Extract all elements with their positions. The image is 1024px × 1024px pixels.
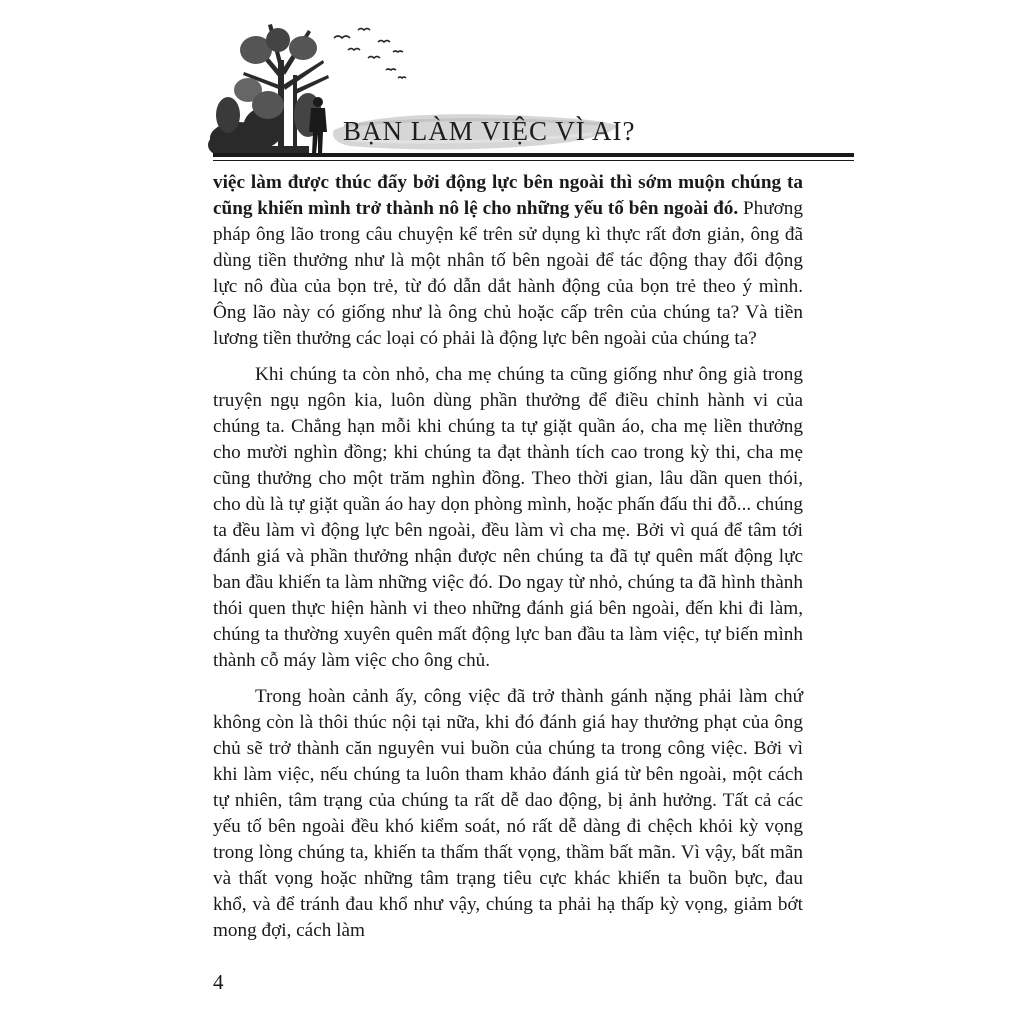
paragraph-1 — [213, 170, 803, 352]
paragraph-1-bold: việc làm được thúc đẩy bởi động lực bên ngoài thì sớm muộn chúng ta cũng khiến mình trở thành nô lệ cho những yếu tố bên ngoài đó. — [213, 172, 803, 219]
paragraph-2: Khi chúng ta còn nhỏ, cha mẹ chúng ta cũng giống như ông già trong truyện ngụ ngôn kia, luôn dùng phần thưởng để điều chỉnh hành vi của chúng ta. Chẳng hạn mỗi khi chúng ta tự giặt quần áo, cha mẹ liền thưởng cho mười nghìn đồng; khi chúng ta đạt thành tích cao trong kỳ thi, cha mẹ cũng thưởng cho một trăm nghìn đồng. Theo thời gian, lâu dần quen thói, cho dù là tự giặt quần áo hay dọn phòng mình, hoặc phấn đấu thi đỗ... chúng ta đều làm vì động lực bên ngoài, đều làm vì cha mẹ. Bởi vì quá để tâm tới đánh giá và phần thưởng nhận được nên chúng ta đã tự quên mất động lực ban đầu khiến ta làm những việc đó. Do ngay từ nhỏ, chúng ta đã hình thành thói quen thực hiện hành vi theo những đánh giá bên ngoài, đến khi đi làm, chúng ta thường xuyên quên mất động lực ban đầu ta làm việc, tự biến mình thành cỗ máy làm việc cho ông chủ. — [213, 364, 803, 671]
paragraph-3: Trong hoàn cảnh ấy, công việc đã trở thành gánh nặng phải làm chứ không còn là thôi thúc nội tại nữa, khi đó đánh giá hay thưởng phạt của ông chủ sẽ trở thành căn nguyên vui buồn của chúng ta trong công việc. Bởi vì khi làm việc, nếu chúng ta luôn tham khảo đánh giá từ bên ngoài, một cách tự nhiên, tâm trạng của chúng ta rất dễ dao động, bị ảnh hưởng. Tất cả các yếu tố bên ngoài đều khó kiểm soát, nó rất dễ dàng đi chệch khỏi kỳ vọng trong lòng chúng ta, khiến ta thấm thất vọng, thầm bất mãn. Vì vậy, bất mãn và thất vọng hoặc những tâm trạng tiêu cực khác khiến ta buồn bực, đau khổ, và để tránh đau khổ như vậy, chúng ta phải hạ thấp kỳ vọng, giảm bớt mong đợi, cách làm — [213, 686, 803, 941]
body-text — [213, 170, 803, 944]
header-rule-thin — [213, 160, 854, 161]
header-rule-thick — [213, 153, 854, 157]
paragraph-1-rest: Phương pháp ông lão trong câu chuyện kể trên sử dụng kì thực rất đơn giản, ông đã dùng tiền thưởng như là một nhân tố bên ngoài để tác động thay đổi động lực nô đùa của bọn trẻ, từ đó dẫn dắt hành động của bọn trẻ theo ý mình. Ông lão này có giống như là ông chủ hoặc cấp trên của chúng ta? Và tiền lương tiền thưởng các loại có phải là động lực bên ngoài của chúng ta? — [213, 198, 803, 349]
page-number: 4 — [213, 970, 224, 994]
birds-icon — [334, 29, 406, 79]
chapter-title: BẠN LÀM VIỆC VÌ AI? — [343, 116, 636, 146]
tree-silhouette-icon — [208, 24, 329, 155]
